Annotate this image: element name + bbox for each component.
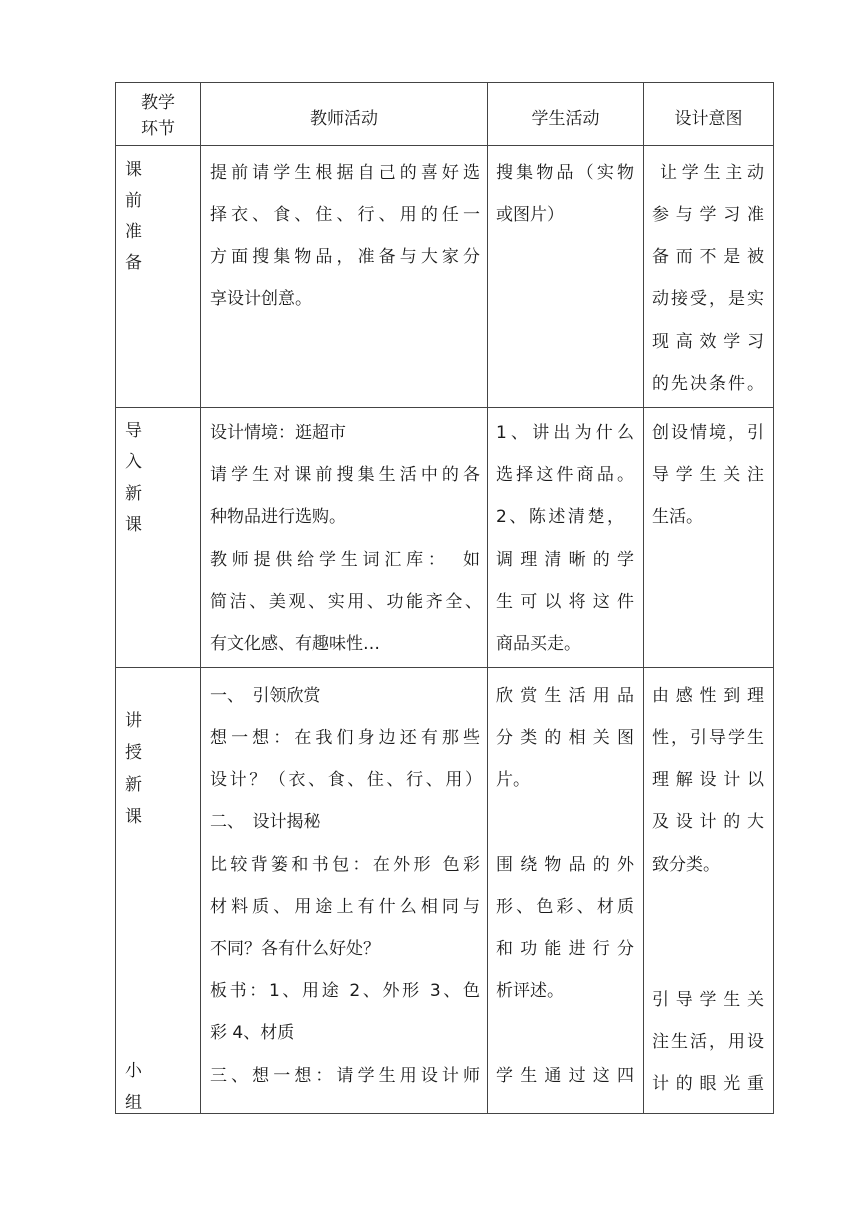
intent-line: 计的眼光重 (652, 1074, 764, 1094)
intent-line: 创设情境，引 (652, 423, 764, 443)
intent-line: 致分类。 (652, 855, 720, 875)
table-border (115, 82, 116, 1114)
stage-char: 备 (125, 253, 142, 273)
stage-char: 讲 (125, 711, 142, 731)
intent-line: 让学生主动 (660, 163, 764, 183)
table-border (115, 667, 774, 668)
teacher-line: 材料质、用途上有什么相同与 (210, 897, 480, 917)
student-line: 分类的相关图 (496, 728, 634, 748)
stage-char: 课 (125, 807, 142, 827)
header-stage: 教学环节 (141, 93, 175, 139)
student-line: 和功能进行分 (496, 939, 634, 959)
teacher-line: 方面搜集物品，准备与大家分 (210, 247, 480, 267)
teacher-line: 不同？各有什么好处？ (210, 939, 380, 959)
stage-char: 前 (125, 191, 142, 211)
student-line: 商品买走。 (496, 634, 581, 654)
intent-line: 性，引导学生 (652, 728, 764, 748)
student-line: 1、讲出为什么 (496, 423, 634, 443)
teacher-line: 三、想一想：请学生用设计师 (210, 1066, 480, 1086)
teacher-line: 设计？（衣、食、住、行、用） (210, 770, 482, 790)
table-border (115, 407, 774, 408)
table-border (115, 1113, 774, 1114)
stage-char: 授 (125, 743, 142, 763)
table-border (773, 82, 774, 1114)
teacher-line: 教师提供给学生词汇库： 如 (210, 550, 480, 570)
stage-char: 导 (125, 421, 142, 441)
stage-char: 新 (125, 775, 142, 795)
teacher-line: 二、 设计揭秘 (210, 812, 321, 832)
student-line: 调理清晰的学 (496, 550, 634, 570)
student-line: 2、陈述清楚， (496, 507, 624, 527)
header-teacher: 教师活动 (310, 109, 378, 129)
student-line: 或图片） (496, 205, 564, 225)
student-line: 搜集物品（实物 (496, 163, 634, 183)
intent-line: 生活。 (652, 507, 703, 527)
intent-line: 理解设计以 (652, 770, 764, 790)
table-border (115, 145, 774, 146)
table-border (643, 82, 644, 1114)
intent-line: 的先决条件。 (652, 374, 764, 394)
teacher-line: 享设计创意。 (210, 289, 312, 309)
teacher-line: 有文化感、有趣味性… (210, 634, 380, 654)
student-line: 形、色彩、材质 (496, 897, 634, 917)
teacher-line: 板书：1、用途 2、外形 3、色 (210, 981, 480, 1001)
stage-char: 课 (125, 515, 142, 535)
intent-line: 由感性到理 (652, 686, 764, 706)
intent-line: 注生活，用设 (652, 1032, 764, 1052)
student-line: 围绕物品的外 (496, 855, 634, 875)
stage-char: 小 (125, 1061, 142, 1081)
intent-line: 及设计的大 (652, 812, 764, 832)
teacher-line: 想一想：在我们身边还有那些 (210, 728, 480, 748)
student-line: 析评述。 (496, 981, 564, 1001)
header-intent: 设计意图 (674, 109, 743, 129)
teacher-line: 简洁、美观、实用、功能齐全、 (210, 592, 482, 612)
intent-line: 引导学生关 (652, 990, 764, 1010)
teacher-line: 一、 引领欣赏 (210, 686, 321, 706)
header-student: 学生活动 (531, 109, 600, 129)
intent-line: 动接受，是实 (652, 289, 764, 309)
stage-char: 组 (125, 1093, 142, 1113)
table-border (200, 82, 201, 1114)
student-line: 选择这件商品。 (496, 465, 634, 485)
intent-line: 现高效学习 (652, 332, 764, 352)
intent-line: 备而不是被 (652, 247, 764, 267)
stage-char: 准 (125, 222, 142, 242)
table-border (115, 82, 774, 83)
teacher-line: 彩 4、材质 (210, 1023, 295, 1043)
stage-char: 入 (125, 452, 142, 472)
teacher-line: 择衣、食、住、行、用的任一 (210, 205, 480, 225)
teacher-line: 请学生对课前搜集生活中的各 (210, 465, 480, 485)
teacher-line: 种物品进行选购。 (210, 507, 346, 527)
intent-line: 导学生关注 (652, 465, 764, 485)
stage-char: 课 (125, 160, 142, 180)
student-line: 欣赏生活用品 (496, 686, 634, 706)
teacher-line: 比较背篓和书包：在外形 色彩 (210, 855, 480, 875)
intent-line: 参与学习准 (652, 205, 764, 225)
teacher-line: 设计情境：逛超市 (210, 423, 346, 443)
student-line: 片。 (496, 770, 530, 790)
student-line: 学生通过这四 (496, 1066, 634, 1086)
student-line: 生可以将这件 (496, 592, 634, 612)
teacher-line: 提前请学生根据自己的喜好选 (210, 163, 480, 183)
table-border (487, 82, 488, 1114)
stage-char: 新 (125, 484, 142, 504)
